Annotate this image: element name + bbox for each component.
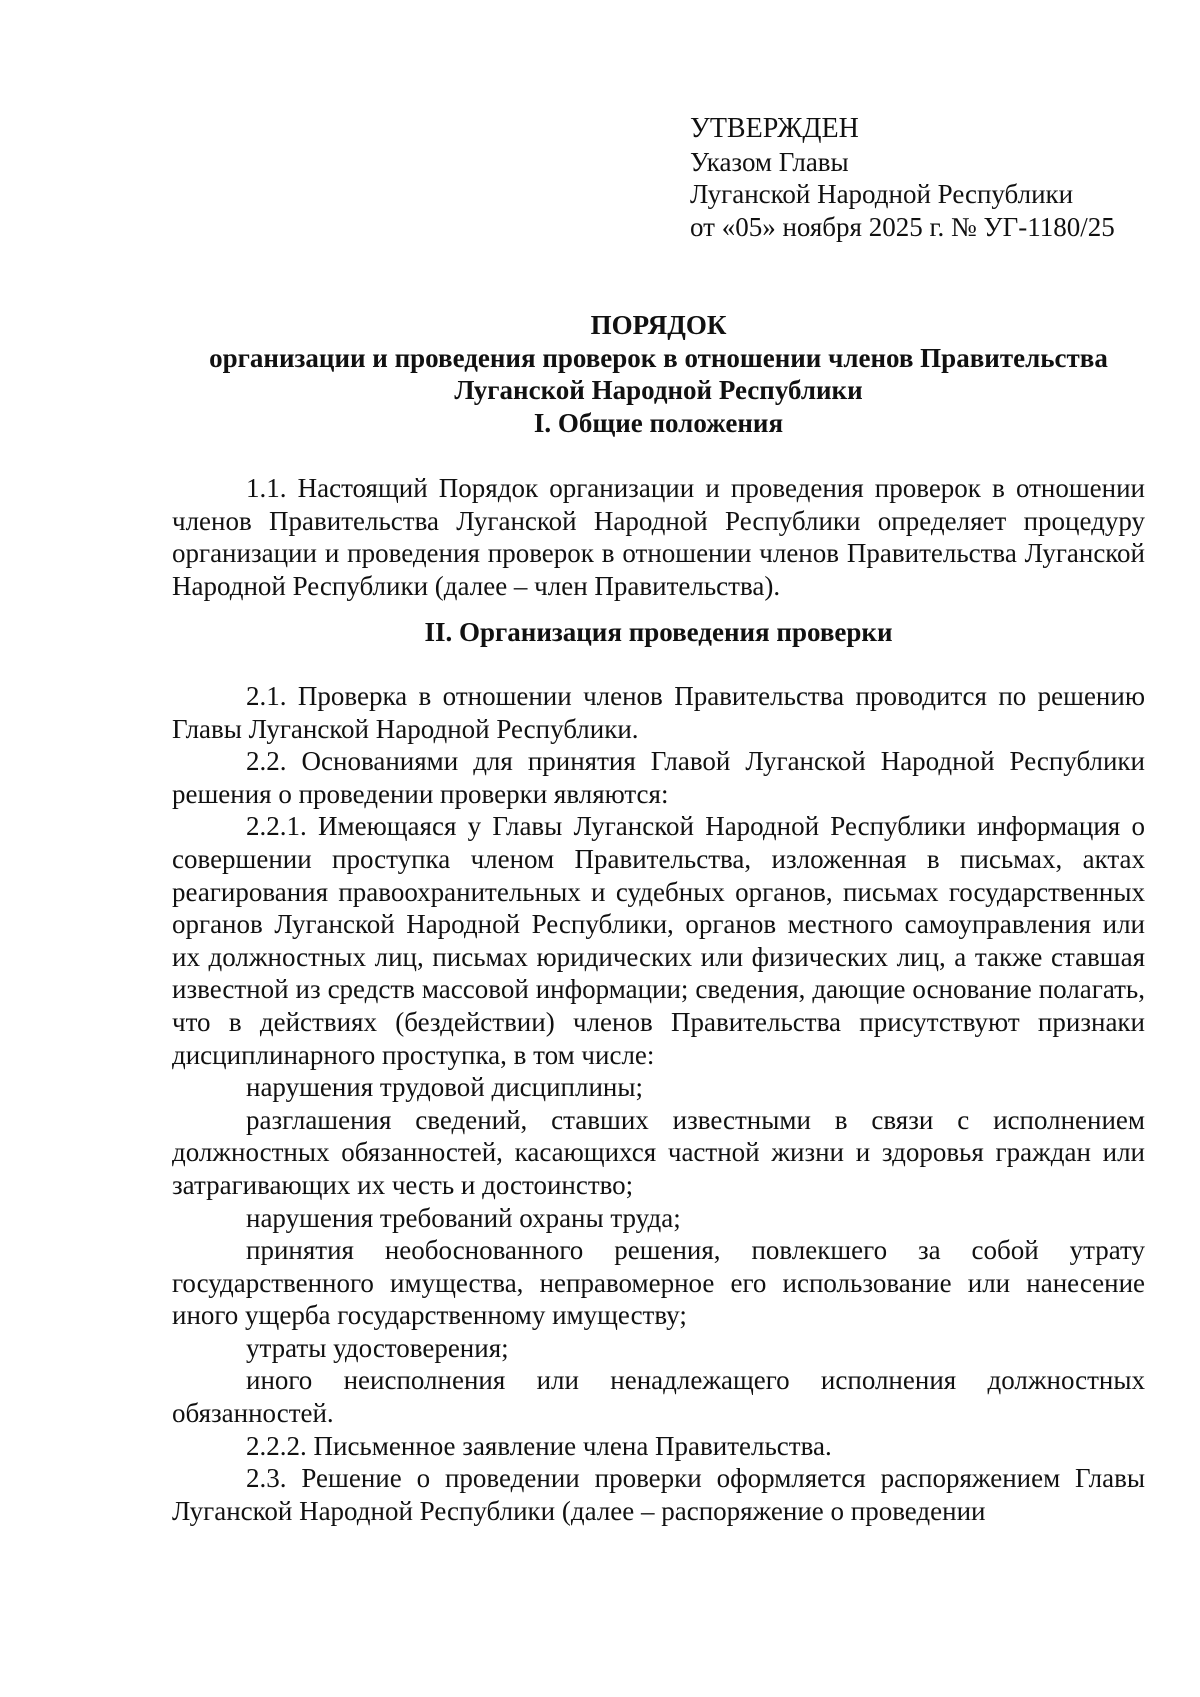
list-item-nonperformance: иного неисполнения или ненадлежащего исполнения должностных обязанностей. bbox=[172, 1365, 1145, 1429]
approval-heading: УТВЕРЖДЕН bbox=[690, 113, 859, 144]
paragraph-2-3: 2.3. Решение о проведении проверки оформляется распоряжением Главы Луганской Народной Республики (далее – распоряжение о проведении bbox=[172, 1463, 1145, 1526]
approval-decree-line: Указом Главы bbox=[690, 146, 849, 177]
approval-date-number-line: от «05» ноября 2025 г. № УГ-1180/25 bbox=[690, 211, 1115, 242]
paragraph-1-1: 1.1. Настоящий Порядок организации и проведения проверок в отношении членов Правительства Луганской Народной Республики определяет процедуру организации и проведения проверок в отношении членов Правительства Луганской Народной Республики (далее – член Правительства). bbox=[172, 473, 1145, 601]
paragraph-2-2-2: 2.2.2. Письменное заявление члена Правительства. bbox=[246, 1430, 832, 1461]
title-line-3: Луганской Народной Республики bbox=[454, 375, 863, 406]
list-item-labor-safety: нарушения требований охраны труда; bbox=[246, 1202, 681, 1233]
title-line-1: ПОРЯДОК bbox=[590, 310, 727, 340]
approval-stamp-block bbox=[690, 113, 1170, 243]
list-item-disclosure: разглашения сведений, ставших известными в связи с исполнением должностных обязанностей, касающихся частной жизни и здоровья граждан или затрагивающих их честь и достоинство; bbox=[172, 1104, 1145, 1200]
section-2-body bbox=[172, 680, 1145, 1527]
paragraph-2-2-1: 2.2.1. Имеющаяся у Главы Луганской Народной Республики информация о совершении проступка членом Правительства, изложенная в письмах, актах реагирования правоохранительных и судебных органов, письмах государственных органов Луганской Народной Республики, органов местного самоуправления или их должностных лиц, письмах юридических или физических лиц, а также ставшая известной из средств массовой информации; сведения, дающие основание полагать, что в действиях (бездействии) членов Правительства присутствуют признаки дисциплинарного проступка, в том числе: bbox=[172, 811, 1145, 1070]
paragraph-2-1: 2.1. Проверка в отношении членов Правительства проводится по решению Главы Луганской Народной Республики. bbox=[172, 681, 1145, 744]
paragraph-2-2: 2.2. Основаниями для принятия Главой Луганской Народной Республики решения о проведении проверки являются: bbox=[172, 746, 1145, 809]
list-item-unfounded-decision: принятия необоснованного решения, повлекшего за собой утрату государственного имущества, неправомерное его использование или нанесение иного ущерба государственному имуществу; bbox=[172, 1235, 1145, 1331]
approval-republic-line: Луганской Народной Республики bbox=[690, 179, 1074, 210]
list-item-lost-id: утраты удостоверения; bbox=[246, 1332, 509, 1363]
document-title bbox=[172, 309, 1145, 407]
section-1-heading: I. Общие положения bbox=[533, 408, 784, 438]
list-item-labor-discipline: нарушения трудовой дисциплины; bbox=[246, 1072, 644, 1103]
title-line-2: организации и проведения проверок в отношении членов Правительства bbox=[209, 342, 1108, 373]
section-2-heading: II. Организация проведения проверки bbox=[424, 617, 893, 647]
section-1-body bbox=[172, 472, 1145, 602]
